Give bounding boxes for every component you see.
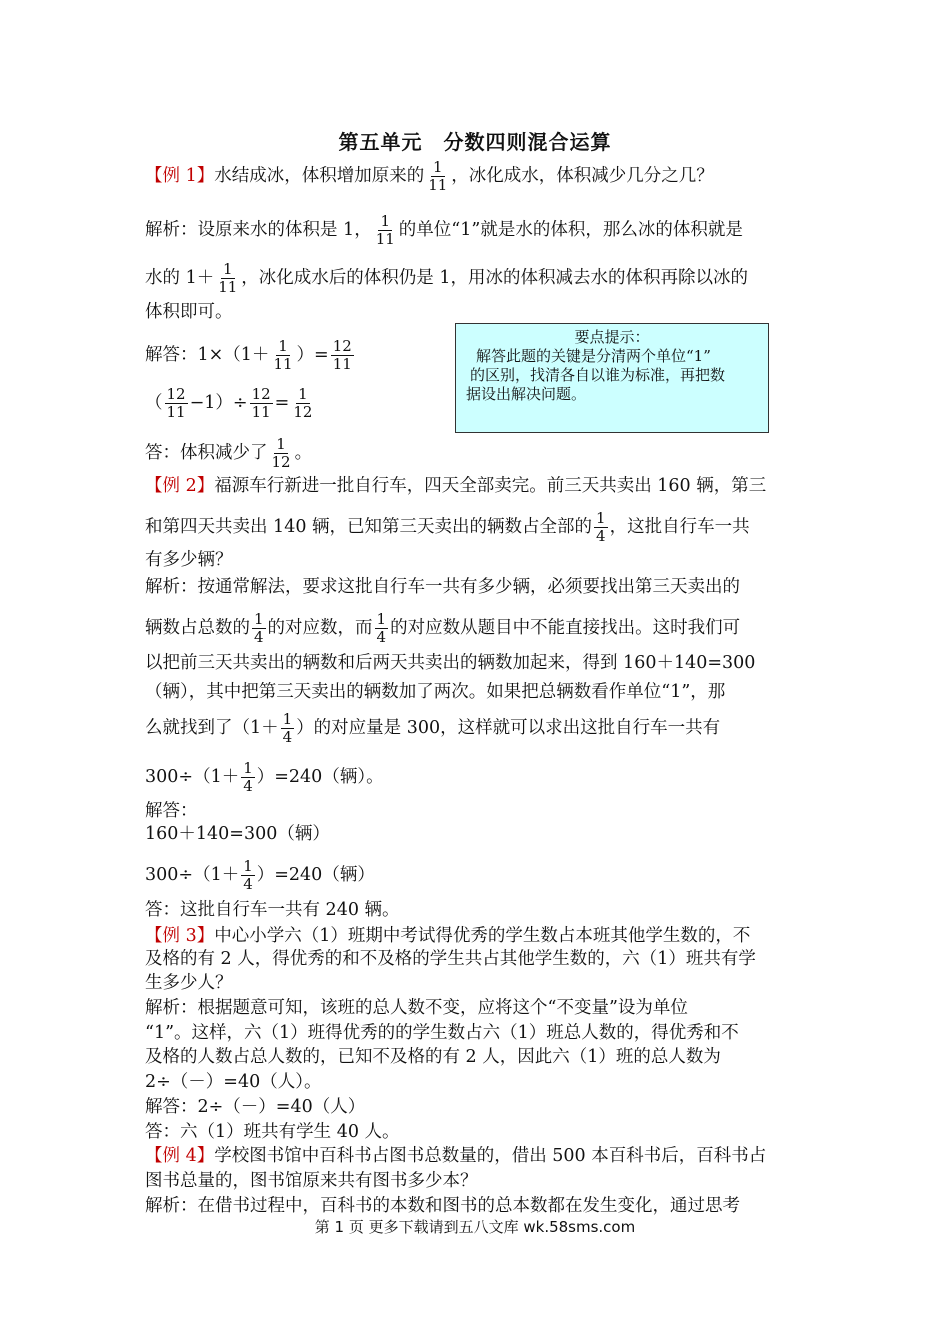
analysis-line: 解析：按通常解法，要求这批自行车一共有多少辆，必须要找出第三天卖出的 [145, 577, 740, 597]
tip-box [455, 323, 769, 433]
analysis-line: 300÷（1＋ $\frac{1}{4}$ ）=240（辆）。 [145, 759, 384, 795]
fraction: $\frac{1}{4}$ [243, 759, 253, 795]
example-1-question: 【例 1】水结成冰，体积增加原来的 $\frac{1}{11}$ ，冰化成水，体积减少几分之几？ [145, 158, 714, 194]
solution-line: （ $\frac{12}{11}$ −1）÷ $\frac{12}{11}$ = $\frac{1}{12}$ [145, 385, 313, 421]
fraction: $\frac{12}{11}$ [166, 385, 186, 421]
answer-line: 答：六（1）班共有学生 40 人。 [145, 1122, 400, 1142]
analysis-line: 体积即可。 [145, 302, 233, 322]
question-line: 和第四天共卖出 140 辆，已知第三天卖出的辆数占全部的 $\frac{1}{4}$ ，这批自行车一共 [145, 509, 750, 545]
fraction: $\frac{1}{4}$ [254, 610, 264, 646]
example-3-question: 【例 3】中心小学六（1）班期中考试得优秀的学生数占本班其他学生数的，不 [145, 926, 751, 946]
fraction: $\frac{1}{4}$ [376, 610, 387, 646]
tip-line: 据设出解决问题。 [466, 385, 587, 403]
fraction: $\frac{1}{12}$ [271, 435, 291, 471]
question-line: 及格的有 2 人，得优秀的和不及格的学生共占其他学生数的，六（1）班共有学 [145, 949, 756, 969]
analysis-line: 以把前三天共卖出的辆数和后两天共卖出的辆数加起来，得到 160＋140=300 [145, 653, 756, 673]
fraction: $\frac{1}{11}$ [428, 158, 448, 194]
example-2-question: 【例 2】福源车行新进一批自行车，四天全部卖完。前三天共卖出 160 辆，第三 [145, 476, 767, 496]
analysis-line: 及格的人数占总人数的，已知不及格的有 2 人，因此六（1）班的总人数为 [145, 1047, 721, 1067]
question-line: 生多少人？ [145, 973, 233, 993]
fraction: $\frac{1}{4}$ [243, 857, 253, 893]
analysis-line: “1”。这样，六（1）班得优秀的的学生数占六（1）班总人数的，得优秀和不 [145, 1023, 739, 1043]
fraction: $\frac{12}{11}$ [332, 337, 352, 373]
analysis-line: 水的 1＋ $\frac{1}{11}$ ，冰化成水后的体积仍是 1，用冰的体积减去水的体积再除以冰的 [145, 260, 748, 296]
analysis-line: 解析：根据题意可知，该班的总人数不变，应将这个“不变量”设为单位 [145, 998, 688, 1018]
fraction: $\frac{12}{11}$ [251, 385, 271, 421]
fraction: $\frac{1}{11}$ [375, 212, 395, 248]
example-4-question: 【例 4】学校图书馆中百科书占图书总数量的，借出 500 本百科书后，百科书占 [145, 1146, 767, 1166]
analysis-line: 解析：设原来水的体积是 1， $\frac{1}{11}$ 的单位“1”就是水的体积，那么冰的体积就是 [145, 212, 743, 248]
fraction: $\frac{1}{11}$ [218, 260, 238, 296]
solution-line: 160＋140=300（辆） [145, 824, 330, 844]
example-tag: 【例 4】 [145, 1146, 215, 1166]
analysis-line: 2÷（－）=40（人）。 [145, 1072, 322, 1092]
fraction: $\frac{1}{4}$ [282, 710, 293, 746]
tip-line: 解答此题的关键是分清两个单位“1” [476, 347, 711, 365]
example-tag: 【例 3】 [145, 926, 215, 946]
solution-line: 解答：2÷（－）=40（人） [145, 1097, 366, 1117]
fraction: $\frac{1}{4}$ [596, 509, 606, 545]
question-line: 图书总量的，图书馆原来共有图书多少本？ [145, 1171, 478, 1191]
analysis-line: （辆），其中把第三天卖出的辆数加了两次。如果把总辆数看作单位“1”，那 [145, 682, 726, 702]
fraction: $\frac{1}{12}$ [293, 385, 313, 421]
tip-line: 的区别，找清各自以谁为标准，再把数 [470, 366, 726, 384]
analysis-line: 么就找到了（1＋ $\frac{1}{4}$ ）的对应量是 300，这样就可以求出这批自行车一共有 [145, 710, 721, 746]
answer-line: 答：体积减少了 $\frac{1}{12}$ 。 [145, 435, 313, 471]
analysis-line: 解析：在借书过程中，百科书的本数和图书的总本数都在发生变化，通过思考 [145, 1196, 740, 1216]
question-line: 有多少辆？ [145, 550, 233, 570]
example-tag: 【例 2】 [145, 476, 215, 496]
answer-line: 答：这批自行车一共有 240 辆。 [145, 900, 400, 920]
fraction: $\frac{1}{11}$ [273, 337, 293, 373]
tip-title: 要点提示： [574, 328, 650, 346]
page-title: 第五单元 分数四则混合运算 [338, 130, 612, 154]
solution-label: 解答： [145, 801, 198, 821]
solution-line: 解答：1×（1＋ $\frac{1}{11}$ ）= $\frac{12}{11}$ [145, 337, 352, 373]
analysis-line: 辆数占总数的 $\frac{1}{4}$ 的对应数，而 $\frac{1}{4}$ 的对应数从题目中不能直接找出。这时我们可 [145, 610, 741, 646]
solution-line: 300÷（1＋ $\frac{1}{4}$ ）=240（辆） [145, 857, 375, 893]
page-footer: 第 1 页 更多下载请到五八文库 wk.58sms.com [314, 1218, 636, 1236]
example-tag: 【例 1】 [145, 166, 215, 186]
